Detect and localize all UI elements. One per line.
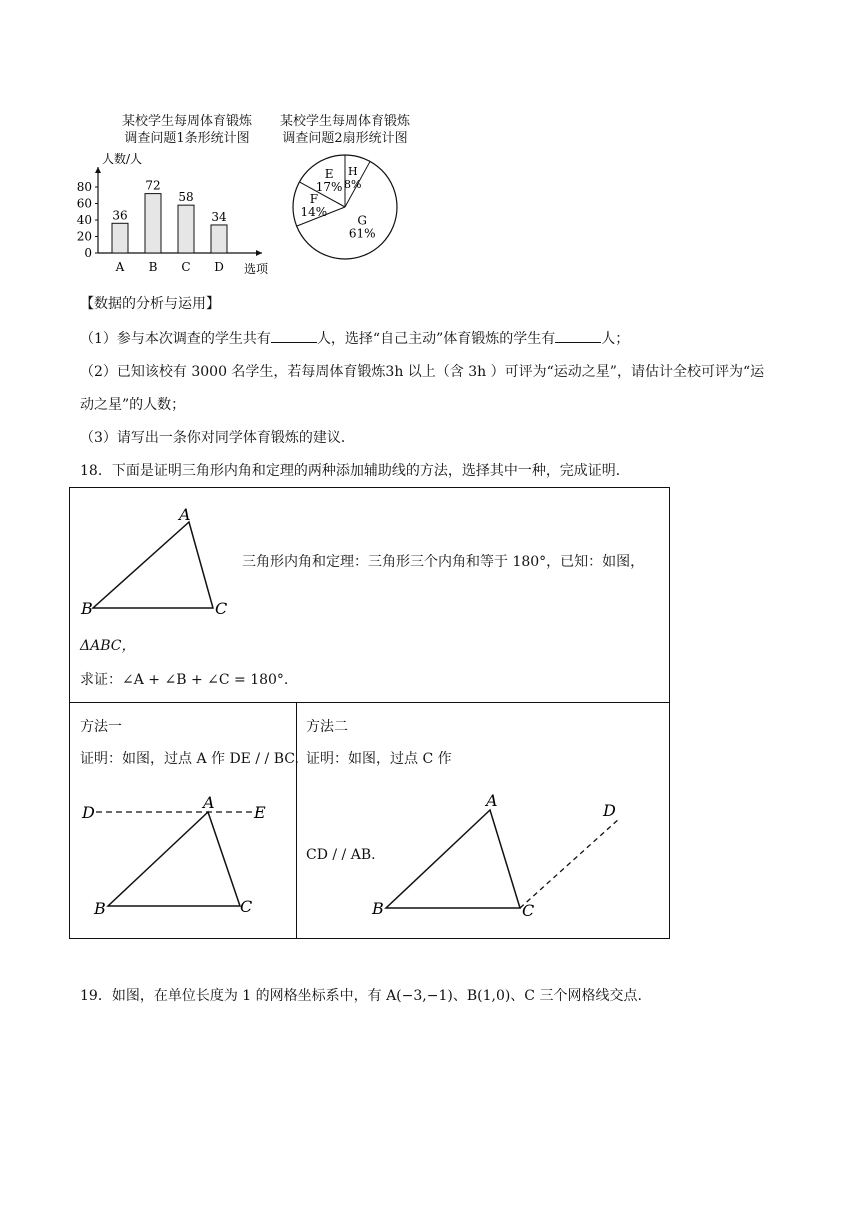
method-2-text-2: CD / / AB.	[306, 847, 376, 863]
pie-chart-title	[270, 113, 420, 147]
label-c-m1: C	[240, 897, 253, 916]
pie-label-H: H	[347, 164, 358, 178]
y-axis-label: 人数/人	[102, 152, 143, 166]
label-a-m1: A	[203, 793, 215, 812]
label-c-m2: C	[522, 901, 535, 920]
section-heading: 【数据的分析与运用】	[80, 296, 220, 312]
bar-D	[211, 225, 227, 253]
bar-B	[145, 194, 161, 253]
triangle-abc-m1	[108, 812, 240, 906]
bar-chart-title-line2: 调查问题1条形统计图	[124, 131, 250, 146]
bar-chart-title-line1: 某校学生每周体育锻炼	[121, 114, 252, 129]
theorem-statement: 三角形内角和定理：三角形三个内角和等于 180°，已知：如图，	[242, 554, 645, 570]
question-1-prefix: （1）参与本次调查的学生共有	[80, 331, 271, 347]
label-b-m2: B	[372, 899, 384, 918]
bar-chart-title	[112, 113, 262, 147]
pie-label-E: E	[324, 167, 334, 182]
method-2-title: 方法二	[306, 719, 348, 735]
method-2-figure	[370, 788, 630, 920]
bar-value-label: 58	[178, 190, 194, 205]
question-2-line1: （2）已知该校有 3000 名学生，若每周体育锻炼3h 以上（含 3h ）可评为“运动之星”，请估计全校可评为“运	[80, 364, 765, 380]
question-2-line2: 动之星”的人数；	[80, 397, 186, 413]
x-axis-arrow	[256, 250, 262, 256]
y-tick-label: 60	[76, 196, 92, 211]
y-tick-label: 0	[84, 246, 92, 260]
label-a-m2: A	[486, 791, 498, 810]
method-1-text: 证明：如图，过点 A 作 DE / / BC.	[80, 751, 299, 767]
x-tick-label: B	[148, 260, 158, 274]
label-a: A	[179, 505, 191, 524]
bar-C	[178, 205, 194, 253]
label-d-m1: D	[82, 803, 95, 822]
question-3: （3）请写出一条你对同学体育锻炼的建议．	[80, 430, 355, 446]
method-1-title: 方法一	[80, 719, 122, 735]
pie-label-G: G	[357, 213, 367, 228]
bar-value-label: 36	[112, 208, 128, 223]
y-tick-label: 80	[76, 180, 92, 194]
y-axis-arrow	[95, 167, 101, 173]
pie-value-F: 14%	[300, 205, 328, 220]
pie-chart	[288, 150, 408, 262]
label-b-m1: B	[94, 899, 106, 918]
method-1-figure	[78, 790, 278, 920]
y-tick-label: 40	[76, 213, 92, 227]
x-tick-label: C	[181, 260, 191, 274]
y-tick-label: 20	[76, 229, 92, 244]
answer-blank-2	[555, 328, 601, 343]
prove-statement: 求证：∠A + ∠B + ∠C = 180°.	[80, 672, 289, 688]
table-divider-vertical	[296, 702, 297, 939]
bar-chart	[70, 145, 280, 275]
pie-chart-title-line2: 调查问题2扇形统计图	[282, 131, 408, 146]
problem-18-stem: 18．下面是证明三角形内角和定理的两种添加辅助线的方法，选择其中一种，完成证明．	[80, 463, 630, 479]
triangle-abc-m2	[386, 810, 520, 908]
label-e-m1: E	[254, 803, 266, 822]
table-divider-horizontal	[69, 702, 670, 703]
pie-value-H: 8%	[344, 177, 362, 191]
label-c: C	[215, 599, 228, 618]
bar-value-label: 72	[145, 178, 161, 193]
x-tick-label: D	[214, 260, 224, 274]
answer-blank-1	[271, 328, 317, 343]
label-d-m2: D	[603, 801, 616, 820]
bar-A	[112, 223, 128, 253]
bar-value-label: 34	[211, 209, 227, 224]
given-statement: ΔABC，	[80, 638, 136, 654]
x-axis-label: 选项	[244, 262, 269, 275]
label-b: B	[81, 599, 93, 618]
line-cd	[520, 818, 620, 908]
question-1-suffix: 人；	[601, 331, 630, 347]
question-1	[80, 328, 629, 349]
method-2-text: 证明：如图，过点 C 作	[306, 751, 452, 767]
pie-value-G: 61%	[348, 226, 376, 241]
problem-19-stem: 19．如图，在单位长度为 1 的网格坐标系中，有 A(−3,−1)、B(1,0)、C 三个网格线交点.	[80, 988, 642, 1004]
x-tick-label: A	[115, 260, 125, 274]
pie-chart-title-line1: 某校学生每周体育锻炼	[279, 114, 410, 129]
triangle-abc-figure	[75, 500, 245, 618]
pie-value-E: 17%	[315, 180, 343, 195]
triangle-abc	[93, 522, 213, 608]
question-1-mid: 人，选择“自己主动”体育锻炼的学生有	[316, 331, 556, 347]
pie-label-F: F	[309, 192, 319, 207]
